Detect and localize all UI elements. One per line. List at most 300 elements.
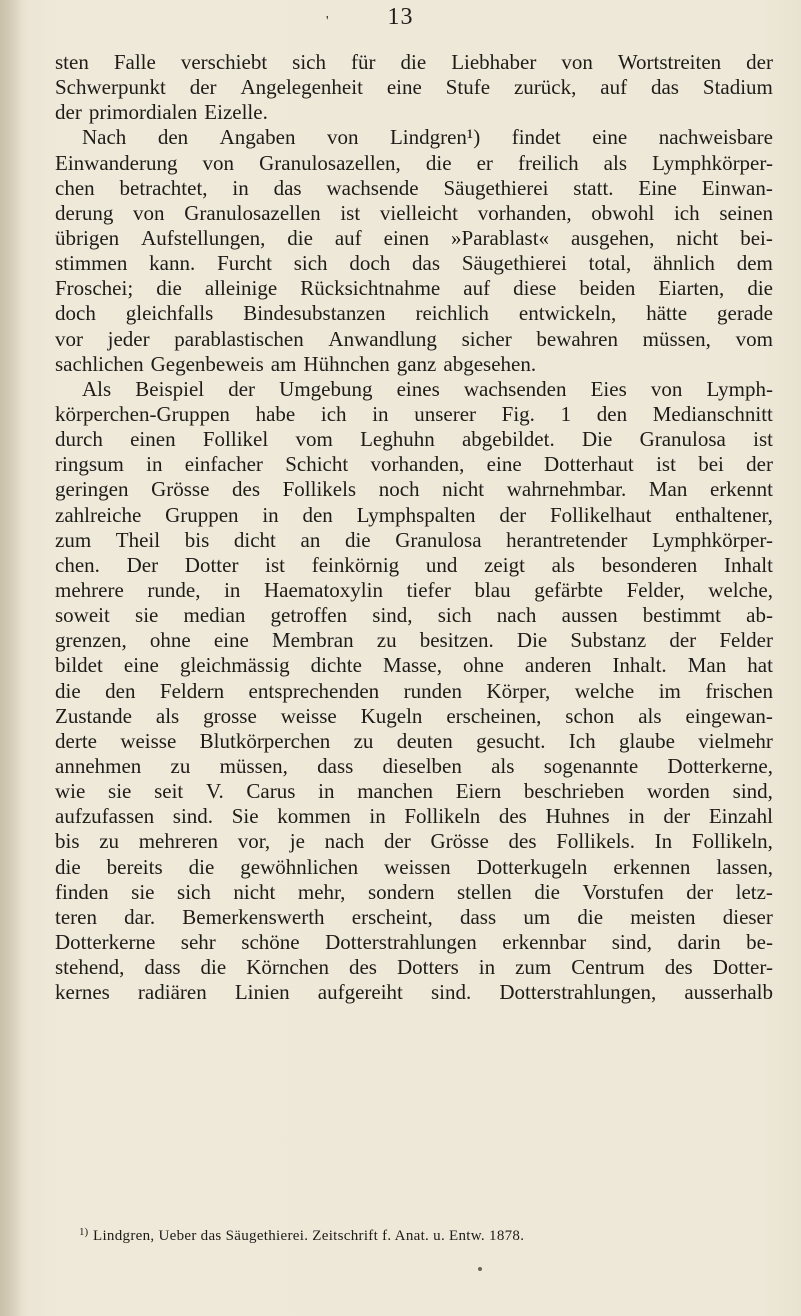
word: Säugethierei [461, 251, 567, 276]
word: be- [746, 929, 773, 954]
word: das [273, 175, 302, 200]
word: schon [565, 703, 615, 728]
word: In [654, 829, 673, 854]
word: der [746, 452, 773, 477]
word: radiären [137, 980, 207, 1005]
word: alleinige [204, 276, 278, 301]
word: einfacher [184, 452, 263, 477]
word: soweit [55, 603, 110, 628]
word: der [499, 502, 527, 527]
word: erkennt [709, 477, 773, 502]
word: den [105, 678, 136, 703]
word: dass [459, 904, 497, 929]
word: mehrere [55, 577, 124, 602]
word: Inhalt [723, 552, 773, 577]
page-mark: ' [326, 14, 330, 29]
word: eine [486, 452, 522, 477]
word: Substanz [570, 628, 647, 653]
word: durch [55, 427, 103, 452]
word: in [232, 175, 249, 200]
gutter-shadow [0, 0, 22, 1316]
word: die [747, 276, 773, 301]
text-line [55, 452, 773, 477]
word: und [425, 552, 458, 577]
word: des [498, 804, 527, 829]
word: 1 [560, 401, 572, 426]
word: doch [349, 251, 391, 276]
word: in [372, 401, 389, 426]
word: Follikels [282, 477, 357, 502]
word: vor [55, 326, 83, 351]
text-line [55, 125, 773, 150]
word: Dotterstrahlungen [325, 929, 477, 954]
word: derte [55, 728, 97, 753]
word: noch [378, 477, 420, 502]
footnote-text: Lindgren, Ueber das Säugethierei. Zeitschrift f. Anat. u. Entw. 1878. [93, 1228, 525, 1244]
text-line [55, 679, 773, 704]
word: grosse [203, 703, 257, 728]
word: habe [255, 401, 296, 426]
word: sich [292, 50, 326, 74]
word: unserer [414, 401, 477, 426]
word: parablastischen [174, 326, 304, 351]
word: Körnchen [246, 955, 329, 980]
word: weisse [280, 703, 337, 728]
word: weissen [384, 854, 451, 879]
word: herantretender [506, 527, 628, 552]
word: Ich [568, 728, 596, 753]
word: sachlichen [55, 351, 144, 376]
word: übrigen [55, 225, 120, 250]
word: erkennbar [502, 929, 587, 954]
word: der [746, 50, 773, 74]
word: Anwandlung [328, 326, 437, 351]
word: aufzufassen [55, 804, 155, 829]
word: eine [592, 125, 628, 150]
word: Einwanderung [55, 150, 178, 175]
word: Granulosazellen [184, 200, 321, 225]
word: je [289, 829, 305, 854]
word: jeder [107, 326, 150, 351]
word: worden [646, 779, 710, 804]
word: ähnlich [653, 251, 715, 276]
word: zum [55, 527, 92, 552]
word: den [302, 502, 333, 527]
word: Eiern [455, 779, 502, 804]
word: Lymphkörper- [652, 150, 773, 175]
text-line [55, 402, 773, 427]
word: Masse, [383, 653, 442, 678]
word: gleichfalls [125, 301, 214, 326]
word: vielmehr [698, 728, 773, 753]
word: Eies [590, 376, 627, 401]
word: als [638, 703, 662, 728]
word: Nach [82, 125, 127, 150]
word: Furcht [217, 251, 272, 276]
word: ganz [396, 351, 437, 376]
text-line [55, 603, 773, 628]
word: beschrieben [523, 779, 625, 804]
word: lassen, [716, 854, 773, 879]
word: hat [747, 653, 773, 678]
text-line [55, 528, 773, 553]
word: ohne [149, 628, 191, 653]
text-line [55, 352, 773, 377]
word: eines [396, 376, 440, 401]
word: runden [403, 678, 462, 703]
word: chen [55, 175, 95, 200]
text-line [55, 779, 773, 804]
word: in [369, 804, 386, 829]
text-line [55, 477, 773, 502]
word: dar. [124, 904, 156, 929]
word: gleichmässig [179, 653, 290, 678]
word: derung [55, 200, 114, 225]
word: sie [108, 779, 132, 804]
word: teren [55, 904, 97, 929]
word: als [603, 150, 627, 175]
word: reichlich [415, 301, 489, 326]
word: Follikeln [404, 804, 481, 829]
word: die [534, 879, 560, 904]
word: darin [677, 929, 721, 954]
word: die [577, 904, 604, 929]
word: einen [130, 427, 176, 452]
text-line [55, 226, 773, 251]
word: in [478, 955, 496, 980]
word: median [183, 603, 246, 628]
word: dieser [722, 904, 773, 929]
word: dass [317, 753, 354, 778]
word: auf [334, 225, 362, 250]
word: Eizelle. [204, 100, 268, 125]
word: schöne [241, 929, 300, 954]
word: kommen [277, 804, 351, 829]
word: ab- [746, 603, 773, 628]
word: statt. [573, 175, 614, 200]
word: ich [320, 401, 347, 426]
word: ausserhalb [684, 980, 773, 1005]
word: bei [698, 452, 724, 477]
word: um [523, 904, 551, 929]
word: nachweisbare [658, 125, 773, 150]
word: primordialen [88, 100, 198, 125]
word: Falle [113, 50, 156, 74]
word: Eine [638, 175, 677, 200]
word: dicht [233, 527, 276, 552]
text-line [55, 905, 773, 930]
word: körperchen-Gruppen [55, 401, 230, 426]
word: Follikel [202, 427, 269, 452]
word: sich [293, 251, 328, 276]
word: entwickeln, [518, 301, 617, 326]
word: nach [324, 829, 365, 854]
word: Einwan- [701, 175, 773, 200]
word: das [650, 75, 679, 100]
word: entsprechenden [248, 678, 380, 703]
word: er [476, 150, 493, 175]
word: zahlreiche [55, 502, 142, 527]
text-line [55, 100, 773, 125]
word: Rücksichtnahme [300, 276, 441, 301]
text-line [55, 855, 773, 880]
word: auf [600, 75, 628, 100]
text-line [55, 301, 773, 326]
word: vorhanden, [477, 200, 572, 225]
text-line [55, 176, 773, 201]
word: »Parablast« [451, 225, 550, 250]
word: Blutkörperchen [199, 728, 331, 753]
word: Dotter- [712, 955, 773, 980]
text-line [55, 955, 773, 980]
word: Vorstufen [582, 879, 664, 904]
word: chen. [55, 552, 100, 577]
word: als [491, 753, 515, 778]
word: Körper, [486, 678, 551, 703]
word: anderen [524, 653, 592, 678]
word: Säugethierei [443, 175, 549, 200]
text-line [55, 377, 773, 402]
word: sicher [461, 326, 512, 351]
word: gesucht. [476, 728, 546, 753]
word: findet [511, 125, 561, 150]
text-line [55, 930, 773, 955]
word: eine [386, 75, 422, 100]
word: sind, [372, 603, 413, 628]
word: annehmen [55, 753, 142, 778]
word: Lindgren¹) [389, 125, 481, 150]
word: an [300, 527, 321, 552]
word: freilich [517, 150, 579, 175]
word: am [270, 351, 297, 376]
word: Lymph- [706, 376, 773, 401]
word: erscheint, [351, 904, 433, 929]
word: Als [82, 376, 112, 401]
word: Feldern [159, 678, 225, 703]
text-line [55, 503, 773, 528]
word: Fig. [501, 401, 535, 426]
word: bis [184, 527, 210, 552]
word: bei- [740, 225, 773, 250]
word: Theil [115, 527, 161, 552]
word: die [425, 150, 452, 175]
word: zum [515, 955, 552, 980]
word: müssen, [219, 753, 288, 778]
word: sie [131, 879, 155, 904]
word: meisten [630, 904, 696, 929]
word: eine [123, 653, 159, 678]
word: im [658, 678, 681, 703]
word: Dotterkugeln [476, 854, 588, 879]
word: von [326, 125, 359, 150]
word: Zustande [55, 703, 132, 728]
word: ohne [463, 653, 504, 678]
word: wachsende [326, 175, 419, 200]
word: ist [656, 452, 676, 477]
word: zurück, [513, 75, 577, 100]
word: Carus [246, 779, 296, 804]
word: Bemerkenswerth [182, 904, 325, 929]
text-line [55, 276, 773, 301]
word: müssen, [642, 326, 711, 351]
word: enthaltener, [675, 502, 773, 527]
word: stehend, [55, 955, 125, 980]
word: des [348, 955, 377, 980]
word: nicht [233, 879, 276, 904]
word: der [189, 75, 217, 100]
word: Schicht [285, 452, 349, 477]
word: Wortstreiten [617, 50, 722, 74]
word: Dotter [184, 552, 239, 577]
word: Linien [234, 980, 290, 1005]
word: von [650, 376, 683, 401]
word: die [55, 678, 81, 703]
text-line [55, 829, 773, 854]
word: zu [353, 728, 374, 753]
word: glaube [618, 728, 675, 753]
word: bestimmt [642, 603, 721, 628]
word: sich [177, 879, 211, 904]
word: das [412, 251, 441, 276]
word: Dotterkerne [55, 929, 156, 954]
text-line [55, 628, 773, 653]
word: verschiebt [180, 50, 268, 74]
word: Granulosa [639, 427, 726, 452]
word: bildet [55, 653, 103, 678]
word: Die [516, 628, 548, 653]
text-line [55, 704, 773, 729]
body-text [55, 50, 773, 1005]
word: Angelegenheit [240, 75, 363, 100]
word: Membran [271, 628, 354, 653]
word: kernes [55, 980, 110, 1005]
ink-speck [478, 1267, 482, 1271]
word: Gegenbeweis [150, 351, 264, 376]
word: dem [736, 251, 773, 276]
word: stellen [456, 879, 512, 904]
word: Lymphspalten [356, 502, 476, 527]
text-line [55, 50, 773, 75]
word: in [318, 779, 335, 804]
word: zu [376, 628, 397, 653]
word: Felder, [626, 577, 685, 602]
word: einen [383, 225, 430, 250]
word: die [200, 955, 227, 980]
word: ausgehen, [570, 225, 655, 250]
word: der [669, 628, 697, 653]
word: ist [753, 427, 773, 452]
word: Follikelhaut [549, 502, 652, 527]
text-line [55, 151, 773, 176]
word: tiefer [406, 577, 451, 602]
word: der [228, 376, 256, 401]
word: sten [55, 50, 89, 74]
word: seinen [719, 200, 773, 225]
text-line [55, 75, 773, 100]
word: vielleicht [379, 200, 459, 225]
word: obwohl [591, 200, 655, 225]
word: in [262, 502, 279, 527]
word: der [663, 804, 691, 829]
word: runde, [147, 577, 201, 602]
word: Huhnes [545, 804, 610, 829]
word: geringen [55, 477, 129, 502]
word: stimmen [55, 251, 128, 276]
word: Inhalt. [612, 653, 667, 678]
word: Haematoxylin [264, 577, 383, 602]
word: zeigt [484, 552, 525, 577]
word: sehr [180, 929, 216, 954]
word: von [133, 200, 165, 225]
word: dass [144, 955, 181, 980]
word: Dotterkerne, [667, 753, 773, 778]
word: Man [648, 477, 688, 502]
word: welche [574, 678, 635, 703]
word: V. [205, 779, 224, 804]
word: getroffen [270, 603, 348, 628]
word: diese [513, 276, 557, 301]
word: besitzen. [419, 628, 494, 653]
text-line [55, 578, 773, 603]
word: doch [55, 301, 96, 326]
word: Die [581, 427, 613, 452]
word: Kugeln [360, 703, 423, 728]
text-line [55, 427, 773, 452]
word: bis [55, 829, 80, 854]
word: mehr, [297, 879, 346, 904]
word: den [157, 125, 189, 150]
word: die [55, 854, 81, 879]
text-line [55, 880, 773, 905]
word: nicht [442, 477, 485, 502]
word: grenzen, [55, 628, 127, 653]
word: besonderen [601, 552, 698, 577]
word: feinkörnig [311, 552, 400, 577]
text-line [55, 754, 773, 779]
word: von [561, 50, 593, 74]
word: weisse [120, 728, 177, 753]
word: Liebhaber [451, 50, 537, 74]
word: Leghuhn [360, 427, 435, 452]
word: Grösse [151, 477, 210, 502]
word: Hühnchen [303, 351, 390, 376]
footnote-mark: 1) [79, 1226, 89, 1238]
word: gerade [717, 301, 773, 326]
word: sie [135, 603, 159, 628]
word: sind. [172, 804, 214, 829]
word: erscheinen, [446, 703, 542, 728]
word: vom [295, 427, 333, 452]
word: sind. [431, 980, 472, 1005]
word: Umgebung [279, 376, 373, 401]
text-line [55, 653, 773, 678]
word: sich [437, 603, 472, 628]
word: bewahren [536, 326, 618, 351]
word: auf [463, 276, 491, 301]
word: Stufe [445, 75, 491, 100]
word: mehreren [138, 829, 219, 854]
word: ist [340, 200, 361, 225]
word: finden [55, 879, 109, 904]
word: betrachtet, [119, 175, 208, 200]
text-line [55, 553, 773, 578]
word: Froschei; [55, 276, 134, 301]
word: den [596, 401, 628, 426]
word: ist [265, 552, 285, 577]
word: Follikels. [556, 829, 635, 854]
word: Centrum [571, 955, 645, 980]
word: kann. [149, 251, 196, 276]
